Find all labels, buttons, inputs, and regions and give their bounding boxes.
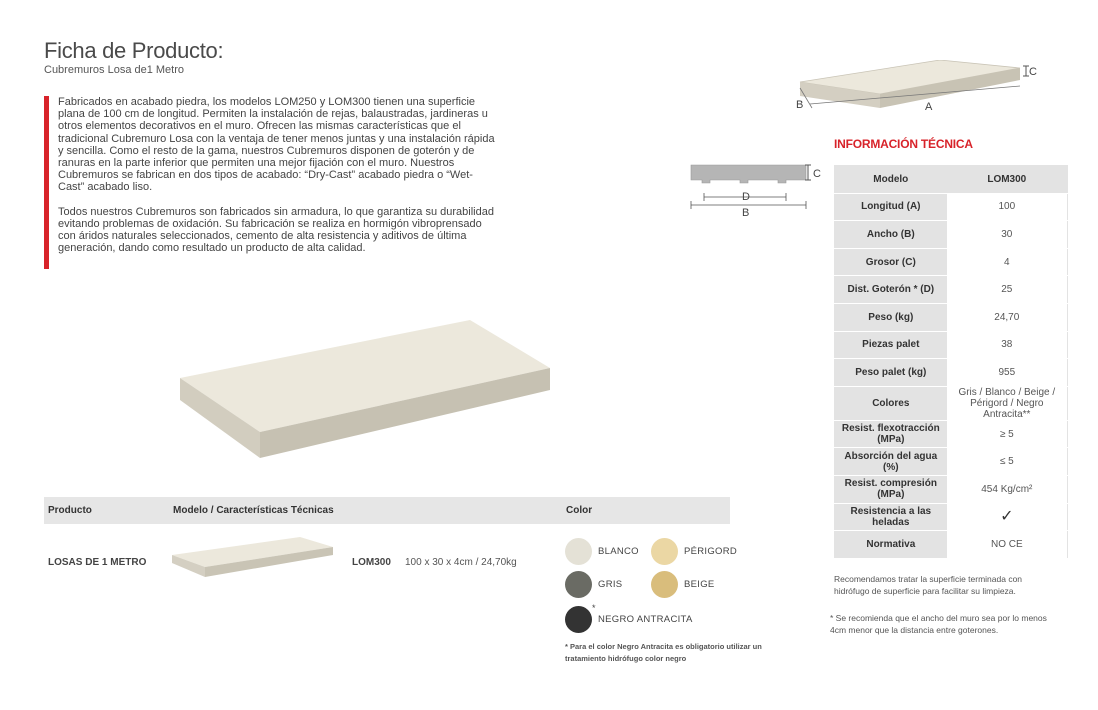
tech-row-key: Resist. flexotracción (MPa) (835, 420, 947, 448)
tech-row (835, 248, 1068, 276)
tech-row-value: LOM300 (947, 166, 1068, 194)
tech-row-value: 454 Kg/cm² (947, 475, 1068, 503)
tech-row-value: 100 (947, 193, 1068, 221)
tech-row (835, 531, 1068, 559)
tech-row-key: Absorción del agua (%) (835, 448, 947, 476)
tech-row-value: 38 (947, 331, 1068, 359)
tech-row (835, 166, 1068, 194)
tech-row-value: NO CE (947, 531, 1068, 559)
product-description (58, 96, 498, 266)
swatch-perigord (651, 538, 678, 565)
product-name: LOSAS DE 1 METRO (48, 557, 147, 568)
label-c-3d: C (1029, 66, 1037, 78)
tech-row-key: Piezas palet (835, 331, 947, 359)
tech-row-key: Peso palet (kg) (835, 359, 947, 387)
swatch-label-blanco: BLANCO (598, 546, 639, 557)
tech-row-key: Modelo (835, 166, 947, 194)
description-paragraph-2: Todos nuestros Cubremuros son fabricados sin armadura, lo que garantiza su durabilidad evitando problemas de oxidación. Su fabricación se realiza en hormigón vibroprensado con áridos naturales seleccionados, cemento de alta resistencia y aditivos de última generación, dando como resultado un producto de alta calidad. (58, 205, 494, 255)
description-paragraph-1: Fabricados en acabado piedra, los modelos LOM250 y LOM300 tienen una superficie plana de 100 cm de longitud. Permiten la instalación de rejas, balaustradas, jardineras u otros elementos decorativos en el muro. Ofrecen las mismas características que el tradicional Cubremuro Losa con la ventaja de tener menos juntas y una instalación rápida y sencilla. Como el resto de la gama, nuestros Cubremuros disponen de goterón y de ranuras en la parte inferior que permiten una mejor fijación con el muro. Nuestros Cubremuros se fabrican en dos tipos de acabado: “Dry-Cast” acabado piedra o “Wet-Cast” acabado liso. (58, 96, 495, 194)
tech-row-key: Normativa (835, 531, 947, 559)
label-c-section: C (813, 168, 821, 180)
color-footnote: * Para el color Negro Antracita es obligatorio utilizar un tratamiento hidrófugo color negro (565, 642, 762, 663)
tech-row (835, 420, 1068, 448)
swatch-gris (565, 571, 592, 598)
tech-row-value: ✓ (947, 503, 1068, 531)
tech-row (835, 386, 1068, 420)
tech-row-key: Grosor (C) (835, 248, 947, 276)
swatch-blanco (565, 538, 592, 565)
tech-row-key: Resistencia a las heladas (835, 503, 947, 531)
tech-row-key: Colores (835, 386, 947, 420)
accent-bar (44, 96, 49, 269)
col-header-color: Color (566, 505, 593, 516)
label-a: A (925, 101, 933, 113)
tech-row-value: Gris / Blanco / Beige / Périgord / Negro Antracita** (947, 386, 1068, 420)
swatch-beige (651, 571, 678, 598)
col-header-product: Producto (48, 505, 92, 516)
tech-row (835, 448, 1068, 476)
product-spec: 100 x 30 x 4cm / 24,70kg (405, 557, 517, 568)
tech-row-value: ≥ 5 (947, 420, 1068, 448)
tech-row-key: Resist. compresión (MPa) (835, 475, 947, 503)
tech-row (835, 503, 1068, 531)
label-b-section: B (742, 207, 750, 219)
label-b-3d: B (796, 99, 804, 111)
dimension-diagram-3d (790, 60, 1050, 118)
tech-info-title: INFORMACIÓN TÉCNICA (834, 137, 973, 151)
tech-row-value: 955 (947, 359, 1068, 387)
tech-row-key: Ancho (B) (835, 221, 947, 249)
tech-row (835, 276, 1068, 304)
tech-row (835, 331, 1068, 359)
swatch-label-beige: BEIGE (684, 579, 715, 590)
tech-row (835, 303, 1068, 331)
label-d: D (742, 191, 750, 203)
tech-row-value: 25 (947, 276, 1068, 304)
tech-row-value: 24,70 (947, 303, 1068, 331)
page-title: Ficha de Producto: (44, 38, 224, 63)
tech-row (835, 193, 1068, 221)
swatch-label-gris: GRIS (598, 579, 623, 590)
tech-row (835, 221, 1068, 249)
product-model: LOM300 (352, 557, 391, 568)
tech-row-key: Peso (kg) (835, 303, 947, 331)
tech-row-value: 30 (947, 221, 1068, 249)
product-table-header (44, 497, 730, 524)
surface-treatment-note: Recomendamos tratar la superficie terminada con hidrófugo de superficie para facilitar su limpieza. (834, 574, 1023, 596)
tech-row-value: 4 (947, 248, 1068, 276)
swatch-label-perigord: PÉRIGORD (684, 546, 738, 557)
wall-width-note: * Se recomienda que el ancho del muro sea por lo menos 4cm menor que la distancia entre goterones. (830, 613, 1047, 635)
col-header-model: Modelo / Características Técnicas (173, 505, 334, 516)
swatch-asterisk: * (592, 603, 596, 613)
tech-row-key: Dist. Goterón * (D) (835, 276, 947, 304)
product-image-slab (175, 320, 555, 460)
tech-row (835, 359, 1068, 387)
tech-row-value: ≤ 5 (947, 448, 1068, 476)
swatch-label-negro-antracita: NEGRO ANTRACITA (598, 614, 693, 625)
tech-table (834, 165, 1068, 559)
page-subtitle: Cubremuros Losa de1 Metro (44, 64, 185, 76)
dimension-diagram-section (686, 160, 826, 220)
tech-row-key: Longitud (A) (835, 193, 947, 221)
swatch-negro-antracita (565, 606, 592, 633)
tech-row (835, 475, 1068, 503)
product-thumbnail (170, 535, 335, 585)
